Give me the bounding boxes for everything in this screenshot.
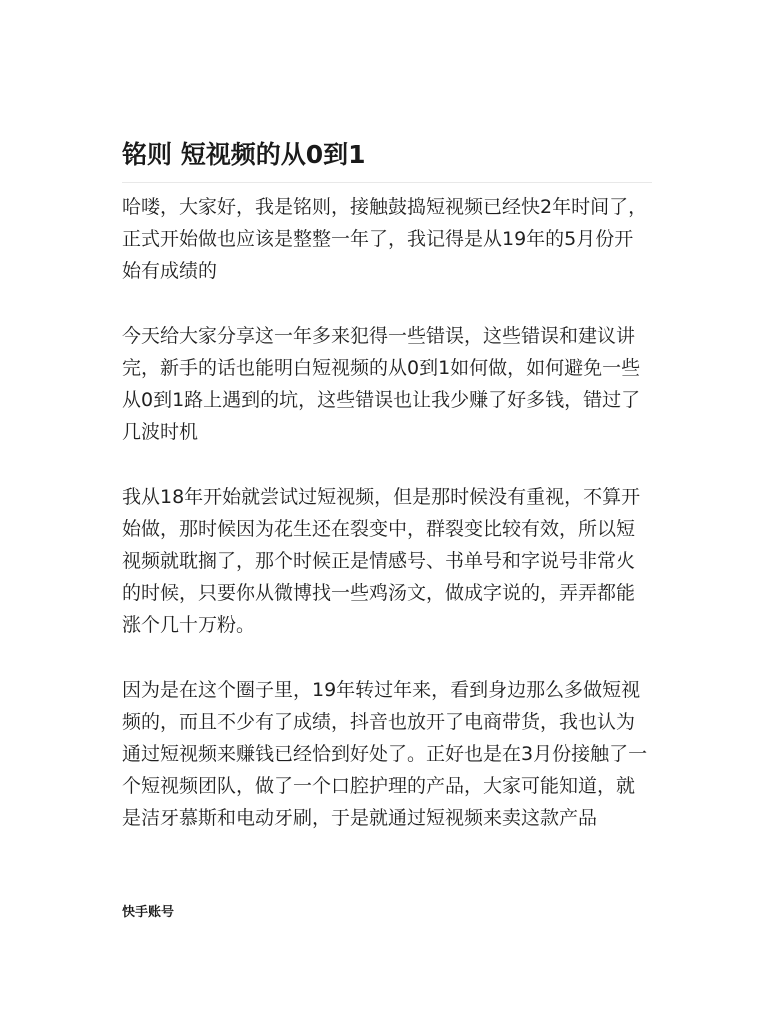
paragraph-2018-start: 我从18年开始就尝试过短视频，但是那时候没有重视，不算开始做，那时候因为花生还在裂变中，群裂变比较有效，所以短视频就耽搁了，那个时候正是情感号、书单号和字说号非常火的时候，只要你从微博找一些鸡汤文，做成字说的，弄弄都能涨个几十万粉。	[122, 486, 641, 636]
section-heading: 快手账号	[122, 905, 175, 920]
paragraph-2019-start: 因为是在这个圈子里，19年转过年来，看到身边那么多做短视频的，而且不少有了成绩，抖音也放开了电商带货，我也认为通过短视频来赚钱已经恰到好处了。正好也是在3月份接触了一个短视频团队，做了一个口腔护理的产品，大家可能知道，就是洁牙慕斯和电动牙刷，于是就通过短视频来卖这款产品	[122, 679, 648, 829]
article	[122, 138, 652, 834]
paragraph-mistakes: 今天给大家分享这一年多来犯得一些错误，这些错误和建议讲完，新手的话也能明白短视频的从0到1如何做，如何避免一些从0到1路上遇到的坑，这些错误也让我少赚了好多钱，错过了几波时机	[122, 325, 641, 443]
article-title: 铭则 短视频的从0到1	[122, 138, 652, 183]
paragraph-intro: 哈喽，大家好，我是铭则，接触鼓捣短视频已经快2年时间了，正式开始做也应该是整整一年了，我记得是从19年的5月份开始有成绩的	[122, 196, 648, 282]
